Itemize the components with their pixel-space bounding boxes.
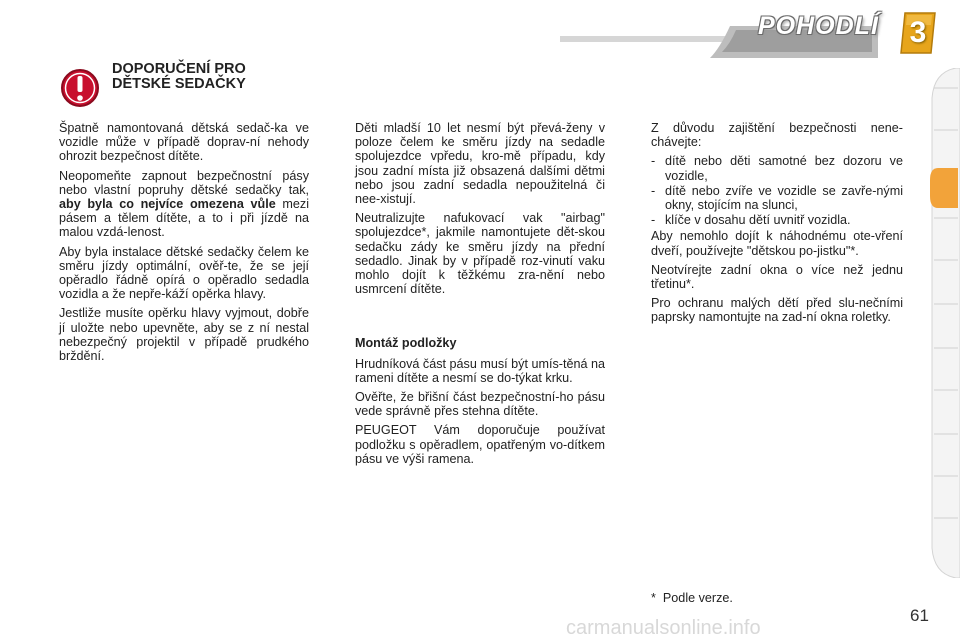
section-title-line2: DĚTSKÉ SEDAČKY xyxy=(112,76,246,92)
chapter-title: POHODLÍ xyxy=(758,12,879,40)
watermark: carmanualsonline.info xyxy=(566,617,761,639)
list-item: - klíče v dosahu dětí uvnitř vozidla. xyxy=(651,213,851,228)
paragraph: Neotvírejte zadní okna o více než jednu třetinu*. xyxy=(651,262,903,292)
paragraph: Neutralizujte nafukovací vak "airbag" spolujezdce*, jakmile namontujete dět-skou sedačku zády ke směru jízdy na přední sedadlo. Jinak by v případě roz-vinutí vaku mohlo dojít k těžkému zra-nění nebo usmrcení dítěte. xyxy=(355,211,605,297)
paragraph: Aby byla instalace dětské sedačky čelem ke směru jízdy optimální, ověř-te, že se její opěradlo řádně opírá o opěradlo sedadla vozidla a že nepře-káží opěrka hlavy. xyxy=(59,244,309,302)
chapter-number: 3 xyxy=(909,16,927,49)
paragraph: Pro ochranu malých dětí před slu-nečními paprsky namontujte na zad-ní okna roletky. xyxy=(651,296,903,325)
emphasis: aby byla co nejvíce omezena vůle xyxy=(59,197,276,212)
side-tabs xyxy=(928,68,960,578)
column-3 xyxy=(651,121,903,330)
list-item: - dítě nebo děti samotné bez dozoru ve vozidle, xyxy=(651,154,903,183)
column-2 xyxy=(355,121,605,471)
footnote xyxy=(651,591,733,605)
section-title-line1: DOPORUČENÍ PRO xyxy=(112,61,246,77)
column-1 xyxy=(59,121,309,368)
subheading: Montáž podložky xyxy=(355,336,457,351)
list-item: - dítě nebo zvíře ve vozidle se zavře-nými okny, stojícím na slunci, xyxy=(651,183,903,213)
exclamation-warning-icon xyxy=(60,66,100,110)
paragraph: PEUGEOT Vám doporučuje používat podložku s opěradlem, opatřeným vo-dítkem pásu ve výši ramena. xyxy=(355,423,605,466)
page-number: 61 xyxy=(910,606,929,625)
paragraph: Špatně namontovaná dětská sedač-ka ve vozidle může v případě doprav-ní nehody ohrozit bezpečnost dítěte. xyxy=(59,121,309,164)
paragraph: Z důvodu zajištění bezpečnosti nene-chávejte: xyxy=(651,121,903,150)
footnote-star: * xyxy=(651,591,656,605)
paragraph: Jestliže musíte opěrku hlavy vyjmout, dobře jí uložte nebo upevněte, aby se z ní nestal nebezpečný projektil v případě prudkého brždění. xyxy=(59,306,309,364)
paragraph: Aby nemohlo dojít k náhodnému ote-vření dveří, používejte "dětskou po-jistku"*. xyxy=(651,229,903,258)
paragraph: Hrudníková část pásu musí být umís-těná na rameni dítěte a nesmí se do-týkat krku. xyxy=(355,356,605,385)
section-title xyxy=(112,62,246,92)
paragraph: Neopomeňte zapnout bezpečnostní pásy nebo vlastní popruhy dětské sedačky tak, aby byla co nejvíce omezena vůle mezi pásem a tělem dítěte, a to i při jízdě na malou vzdá-lenost. xyxy=(59,168,309,240)
paragraph: Děti mladší 10 let nesmí být převá-ženy v poloze čelem ke směru jízdy na sedadle spolujezdce vpředu, kro-mě případu, kdy jsou zadní místa již obsazená dalšími dětmi nebo jsou zadní sedadla nepoužitelná či nee-xistují. xyxy=(355,121,605,207)
footnote-text: Podle verze. xyxy=(662,591,733,605)
paragraph: Ověřte, že břišní část bezpečnostní-ho pásu vede správně přes stehna dítěte. xyxy=(355,390,605,419)
active-chapter-tab xyxy=(930,168,958,208)
